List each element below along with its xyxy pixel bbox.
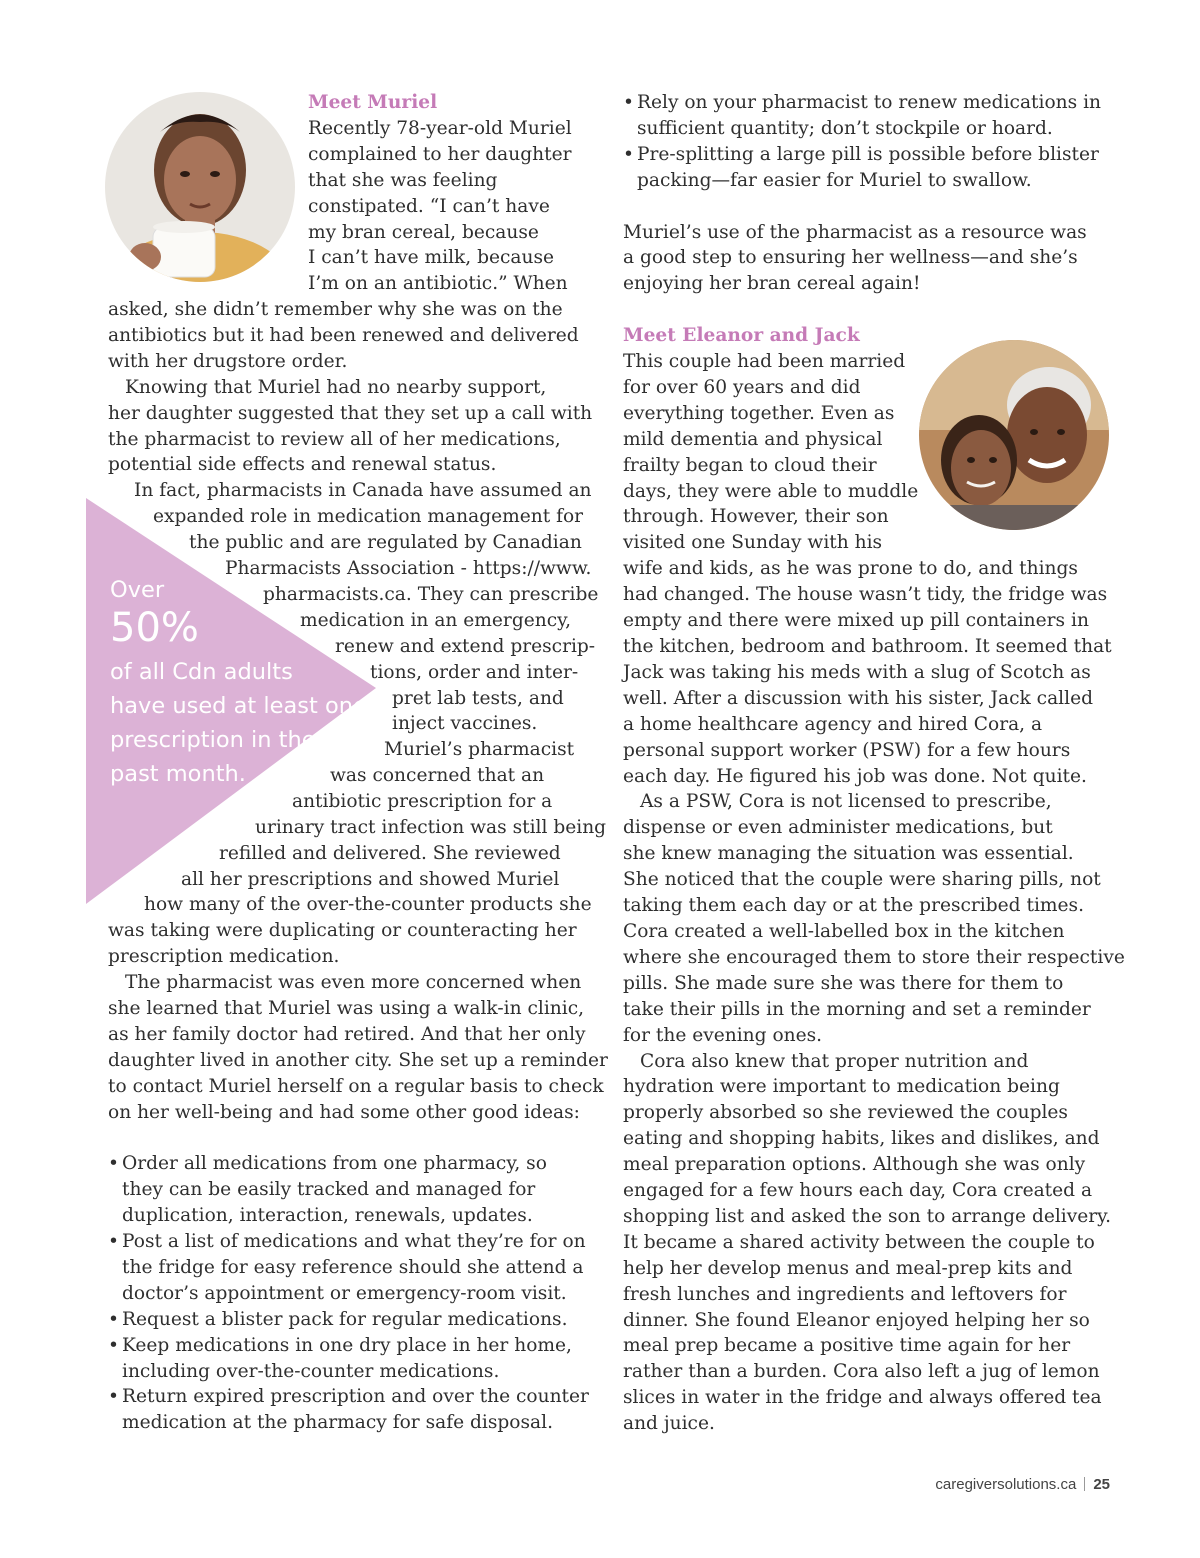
text-line: eating and shopping habits, likes and dislikes, and [623, 1128, 1100, 1150]
footer-site: caregiversolutions.ca [935, 1476, 1077, 1493]
text-line: In fact, pharmacists in Canada have assumed an [134, 480, 592, 501]
text-line: • Return expired prescription and over the counter [122, 1386, 589, 1408]
text-line: the pharmacist to review all of her medications, [108, 428, 561, 450]
text-line: • Request a blister pack for regular medications. [122, 1308, 568, 1330]
text-line: through. However, their son [623, 506, 889, 528]
text-line: as her family doctor had retired. And that her only [108, 1023, 586, 1045]
text-line: and juice. [623, 1413, 715, 1435]
text-line: everything together. Even as [623, 402, 895, 424]
text-line: a home healthcare agency and hired Cora, a [623, 713, 1043, 735]
text-line: The pharmacist was even more concerned when [125, 972, 582, 993]
page-number: 25 [1093, 1476, 1110, 1493]
text-line: slices in water in the fridge and always offered tea [623, 1387, 1102, 1409]
muriel-body-bottom [108, 970, 608, 1436]
page-footer [935, 1476, 1110, 1493]
text-line: she knew managing the situation was essential. [623, 843, 1074, 865]
text-line: frailty began to cloud their [623, 454, 877, 476]
muriel-photo [105, 92, 295, 282]
pullquote-over: Over [110, 577, 165, 603]
text-line: my bran cereal, because [308, 221, 539, 243]
text-line: including over-the-counter medications. [122, 1360, 500, 1382]
text-line: the public and are regulated by Canadian [189, 532, 582, 553]
text-line: antibiotics but it had been renewed and delivered [108, 324, 579, 346]
pullquote-percent: 50% [110, 605, 199, 651]
text-line: • Order all medications from one pharmacy, so [122, 1153, 547, 1175]
text-line: pret lab tests, and [392, 688, 564, 709]
text-line: shopping list and asked the son to arrange delivery. [623, 1205, 1112, 1227]
text-line: sufficient quantity; don’t stockpile or hoard. [637, 117, 1053, 139]
text-line: empty and there were mixed up pill containers in [623, 610, 1089, 632]
text-line: Muriel’s pharmacist [384, 739, 575, 760]
eleanor-jack-photo [919, 340, 1109, 530]
list-item [108, 1151, 608, 1229]
text-line: pharmacists.ca. They can prescribe [263, 584, 599, 605]
text-line: they can be easily tracked and managed for [122, 1179, 536, 1201]
text-line: daughter lived in another city. She set up a reminder [108, 1049, 608, 1071]
text-line: medication in an emergency, [300, 610, 572, 631]
footer-divider [1084, 1477, 1085, 1491]
text-line: taking them each day or at the prescribed times. [623, 895, 1084, 917]
text-line: days, they were able to muddle [623, 480, 919, 502]
text-line: each day. He figured his job was done. Not quite. [623, 765, 1087, 787]
text-line: she learned that Muriel was using a walk-in clinic, [108, 997, 585, 1019]
text-line: I’m on an antibiotic.” When [308, 273, 568, 295]
text-line: engaged for a few hours each day, Cora created a [623, 1180, 1093, 1202]
text-line: • Pre-splitting a large pill is possible before blister [637, 143, 1099, 165]
text-line: Knowing that Muriel had no nearby support, [125, 376, 547, 398]
text-line: wife and kids, as he was prone to do, and things [623, 558, 1078, 580]
text-line: It became a shared activity between the couple to [623, 1231, 1095, 1253]
text-line: take their pills in the morning and set a reminder [623, 998, 1091, 1020]
right-column-top [623, 90, 1125, 1437]
text-line: that she was feeling [308, 169, 498, 191]
text-line: was concerned that an [330, 765, 545, 786]
list-item [623, 90, 1125, 142]
text-line: the kitchen, bedroom and bathroom. It seemed that [623, 636, 1112, 657]
text-line: meal preparation options. Although she was only [623, 1154, 1086, 1176]
text-line: This couple had been married [623, 351, 906, 373]
text-line: visited one Sunday with his [623, 532, 883, 554]
text-line: tions, order and inter- [370, 662, 579, 683]
list-item [108, 1333, 608, 1385]
muriel-body-top [108, 297, 592, 478]
text-line: Muriel’s use of the pharmacist as a resource was [623, 221, 1087, 243]
text-line: with her drugstore order. [108, 350, 348, 372]
text-line: properly absorbed so she reviewed the couples [623, 1102, 1068, 1124]
pullquote-line: prescription in the [110, 727, 316, 753]
text-line: As a PSW, Cora is not licensed to prescribe, [640, 791, 1052, 813]
list-item [623, 142, 1125, 194]
list-item [108, 1384, 608, 1436]
muriel-heading: Meet Muriel [308, 92, 438, 113]
text-line: to contact Muriel herself on a regular basis to check [108, 1075, 604, 1097]
text-line: dispense or even administer medications, but [623, 817, 1053, 839]
text-line: medication at the pharmacy for safe disposal. [122, 1412, 553, 1434]
text-line: doctor’s appointment or emergency-room visit. [122, 1282, 567, 1304]
text-line: where she encouraged them to store their respective [623, 946, 1125, 968]
text-line: had changed. The house wasn’t tidy, the fridge was [623, 584, 1108, 606]
text-line: potential side effects and renewal status. [108, 454, 497, 476]
text-line: pills. She made sure she was there for them to [623, 972, 1064, 994]
text-line: was taking were duplicating or counteracting her [108, 920, 577, 941]
text-line: asked, she didn’t remember why she was on the [108, 299, 563, 320]
text-line: refilled and delivered. She reviewed [219, 843, 561, 864]
text-line: Pharmacists Association - https://www. [225, 558, 592, 579]
text-line: all her prescriptions and showed Muriel [181, 869, 560, 890]
text-line: dinner. She found Eleanor enjoyed helping her so [623, 1309, 1090, 1331]
text-line: constipated. “I can’t have [308, 195, 550, 217]
text-line: help her develop menus and meal-prep kits and [623, 1257, 1073, 1279]
muriel-intro [308, 90, 572, 297]
text-line: duplication, interaction, renewals, updates. [122, 1205, 533, 1227]
text-line: packing—far easier for Muriel to swallow. [637, 169, 1032, 191]
text-line: her daughter suggested that they set up a call with [108, 402, 593, 424]
text-line: renew and extend prescrip- [335, 636, 596, 657]
text-line: hydration were important to medication being [623, 1076, 1060, 1098]
text-line: inject vaccines. [392, 713, 538, 734]
text-line: She noticed that the couple were sharing pills, not [623, 869, 1101, 891]
list-item [108, 1307, 608, 1333]
text-line: for over 60 years and did [623, 376, 861, 398]
text-line: a good step to ensuring her wellness—and she’s [623, 247, 1078, 269]
text-line: Cora also knew that proper nutrition and [640, 1050, 1029, 1072]
text-line: prescription medication. [108, 946, 340, 967]
text-line: Recently 78-year-old Muriel [308, 117, 572, 139]
text-line: • Rely on your pharmacist to renew medications in [637, 92, 1101, 113]
pullquote-line: have used at least one [110, 693, 367, 719]
text-line: • Post a list of medications and what they’re for on [122, 1231, 586, 1253]
pullquote-line: of all Cdn adults [110, 659, 293, 685]
text-line: personal support worker (PSW) for a few hours [623, 739, 1071, 761]
text-line: well. After a discussion with his sister, Jack called [623, 687, 1093, 709]
text-line: Cora created a well-labelled box in the kitchen [623, 920, 1065, 942]
pullquote-line: past month. [110, 761, 246, 787]
text-line: fresh lunches and ingredients and leftovers for [623, 1283, 1067, 1305]
list-item [108, 1229, 608, 1307]
text-line: • Keep medications in one dry place in her home, [122, 1334, 572, 1356]
text-line: Jack was taking his meds with a slug of Scotch as [623, 661, 1091, 683]
text-line: how many of the over-the-counter products she [144, 894, 592, 915]
text-line: I can’t have milk, because [308, 247, 555, 269]
text-line: for the evening ones. [623, 1024, 823, 1046]
text-line: the fridge for easy reference should she attend a [122, 1256, 584, 1278]
text-line: mild dementia and physical [623, 428, 883, 450]
text-line: urinary tract infection was still being [255, 817, 607, 838]
text-line: enjoying her bran cereal again! [623, 273, 921, 295]
text-line: on her well-being and had some other good ideas: [108, 1101, 580, 1123]
text-line: complained to her daughter [308, 143, 572, 165]
text-line: antibiotic prescription for a [292, 791, 553, 812]
eleanor-heading: Meet Eleanor and Jack [623, 325, 860, 347]
text-line: meal prep became a positive time again for her [623, 1335, 1071, 1357]
text-line: expanded role in medication management for [153, 506, 584, 527]
text-line: rather than a burden. Cora also left a jug of lemon [623, 1361, 1100, 1383]
